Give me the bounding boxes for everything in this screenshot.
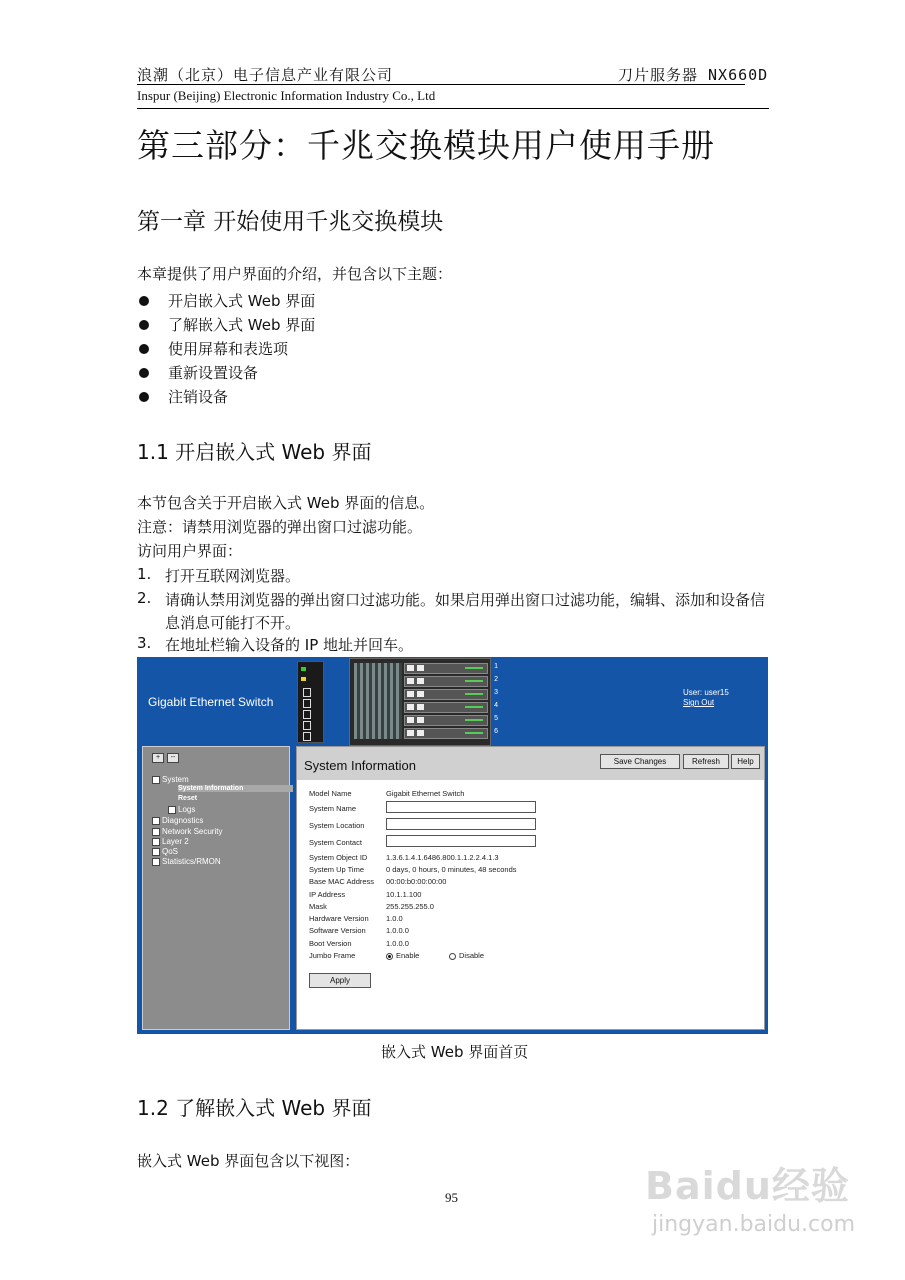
collapse-all-button[interactable]: -- xyxy=(167,753,179,763)
header-company-cn: 浪潮（北京）电子信息产业有限公司 xyxy=(137,66,394,84)
model-name-label: Model Name xyxy=(309,789,352,798)
mac-value: 00:00:b0:00:00:00 xyxy=(386,877,447,886)
paragraph: 嵌入式 Web 界面包含以下视图： xyxy=(137,1152,360,1170)
ip-value: 10.1.1.100 xyxy=(386,890,422,899)
step-text: 请确认禁用浏览器的弹出窗口过滤功能。如果启用弹出窗口过滤功能，编辑、添加和设备信息消息可能打不开。 xyxy=(165,591,766,632)
plus-icon xyxy=(152,848,160,856)
system-name-input[interactable] xyxy=(386,801,536,813)
header-company-en: Inspur (Beijing) Electronic Information Industry Co., Ltd xyxy=(137,88,436,103)
chassis-bay xyxy=(404,715,488,726)
minus-icon xyxy=(152,776,160,784)
bay-number: 2 xyxy=(494,676,498,683)
mask-label: Mask xyxy=(309,902,327,911)
plus-icon xyxy=(152,858,160,866)
system-contact-input[interactable] xyxy=(386,835,536,847)
chassis-bay xyxy=(404,728,488,739)
list-item: 注销设备 xyxy=(137,385,315,409)
step-number: 3. xyxy=(137,634,152,652)
figure-caption: 嵌入式 Web 界面首页 xyxy=(381,1043,529,1061)
bay-number: 6 xyxy=(494,728,498,735)
jumbo-enable-radio[interactable]: Enable xyxy=(386,951,419,960)
port-icon xyxy=(303,688,311,697)
bay-number: 4 xyxy=(494,702,498,709)
system-contact-label: System Contact xyxy=(309,838,362,847)
port-icon xyxy=(303,710,311,719)
chassis-image xyxy=(349,658,498,746)
bay-number: 1 xyxy=(494,663,498,670)
section-1-1-title: 1.1 开启嵌入式 Web 界面 xyxy=(137,440,372,464)
nav-item-network-security[interactable]: Network Security xyxy=(152,827,222,836)
plus-icon xyxy=(152,838,160,846)
apply-button[interactable]: Apply xyxy=(309,973,371,988)
system-location-label: System Location xyxy=(309,821,365,830)
chapter-title: 第一章 开始使用千兆交换模块 xyxy=(137,209,444,235)
list-item: 重新设置设备 xyxy=(137,361,315,385)
nav-item-logs[interactable]: Logs xyxy=(168,805,195,814)
chassis-bay xyxy=(404,689,488,700)
watermark-url: jingyan.baidu.com xyxy=(652,1212,856,1237)
uptime-label: System Up Time xyxy=(309,865,365,874)
ip-label: IP Address xyxy=(309,890,346,899)
port-icon xyxy=(303,732,311,741)
plus-icon xyxy=(168,806,176,814)
boot-version-value: 1.0.0.0 xyxy=(386,939,409,948)
boot-version-label: Boot Version xyxy=(309,939,352,948)
port-icon xyxy=(303,721,311,730)
intro-paragraph: 本章提供了用户界面的介绍，并包含以下主题： xyxy=(137,265,453,283)
system-name-label: System Name xyxy=(309,804,357,813)
nav-item-qos[interactable]: QoS xyxy=(152,847,178,856)
plus-icon xyxy=(152,817,160,825)
object-id-label: System Object ID xyxy=(309,853,368,862)
user-label: User: user15 xyxy=(683,688,729,697)
panel-title: System Information xyxy=(304,758,416,773)
header-divider-bottom xyxy=(137,108,769,109)
bay-number: 5 xyxy=(494,715,498,722)
bullet-icon xyxy=(139,320,149,330)
save-changes-button[interactable]: Save Changes xyxy=(600,754,680,769)
port-icon xyxy=(303,699,311,708)
radio-icon xyxy=(449,953,456,960)
object-id-value: 1.3.6.1.4.1.6486.800.1.1.2.2.4.1.3 xyxy=(386,853,499,862)
system-location-input[interactable] xyxy=(386,818,536,830)
nav-item-system-information[interactable]: System Information xyxy=(178,785,293,792)
software-version-label: Software Version xyxy=(309,926,366,935)
jumbo-disable-radio[interactable]: Disable xyxy=(449,951,484,960)
nav-item-diagnostics[interactable]: Diagnostics xyxy=(152,816,203,825)
status-led xyxy=(301,677,306,681)
nav-tree xyxy=(142,746,290,1030)
list-item: 了解嵌入式 Web 界面 xyxy=(137,313,315,337)
paragraph: 本节包含关于开启嵌入式 Web 界面的信息。 xyxy=(137,494,435,512)
nav-item-system[interactable]: System xyxy=(152,775,189,784)
nav-item-reset[interactable]: Reset xyxy=(178,795,198,802)
step-number: 2. xyxy=(137,589,152,607)
nav-item-layer2[interactable]: Layer 2 xyxy=(152,837,189,846)
bullet-icon xyxy=(139,368,149,378)
blade-slots xyxy=(354,663,402,739)
user-info xyxy=(683,688,729,708)
help-button[interactable]: Help xyxy=(731,754,760,769)
chassis-bay xyxy=(404,663,488,674)
uptime-value: 0 days, 0 hours, 0 minutes, 48 seconds xyxy=(386,865,517,874)
list-item: 使用屏幕和表选项 xyxy=(137,337,315,361)
bullet-icon xyxy=(139,392,149,402)
page-number: 95 xyxy=(445,1190,458,1205)
expand-all-button[interactable]: + xyxy=(152,753,164,763)
bullet-icon xyxy=(139,296,149,306)
web-interface-screenshot xyxy=(137,657,768,1034)
note-paragraph: 注意：请禁用浏览器的弹出窗口过滤功能。 xyxy=(137,518,423,536)
part-title: 第三部分：千兆交换模块用户使用手册 xyxy=(137,126,715,165)
bullet-icon xyxy=(139,344,149,354)
radio-selected-icon xyxy=(386,953,393,960)
software-version-value: 1.0.0.0 xyxy=(386,926,409,935)
bay-number: 3 xyxy=(494,689,498,696)
chassis-bay xyxy=(404,676,488,687)
mask-value: 255.255.255.0 xyxy=(386,902,434,911)
chassis-bay xyxy=(404,702,488,713)
header-divider xyxy=(137,84,745,85)
mac-label: Base MAC Address xyxy=(309,877,375,886)
step-text: 打开互联网浏览器。 xyxy=(165,567,301,585)
nav-item-statistics[interactable]: Statistics/RMON xyxy=(152,857,221,866)
paragraph: 访问用户界面： xyxy=(137,542,243,560)
topic-list xyxy=(137,289,315,409)
model-name-value: Gigabit Ethernet Switch xyxy=(386,789,465,798)
watermark-logo: Baidu经验 xyxy=(645,1164,850,1208)
header-product: 刀片服务器 NX660D xyxy=(618,66,769,84)
section-1-2-title: 1.2 了解嵌入式 Web 界面 xyxy=(137,1096,372,1120)
app-title: Gigabit Ethernet Switch xyxy=(148,695,274,709)
refresh-button[interactable]: Refresh xyxy=(683,754,729,769)
list-item: 开启嵌入式 Web 界面 xyxy=(137,289,315,313)
switch-module-image xyxy=(297,661,324,743)
system-information-panel xyxy=(296,746,765,1030)
status-led xyxy=(301,667,306,671)
hardware-version-value: 1.0.0 xyxy=(386,914,403,923)
hardware-version-label: Hardware Version xyxy=(309,914,369,923)
plus-icon xyxy=(152,828,160,836)
step-text: 在地址栏输入设备的 IP 地址并回车。 xyxy=(165,636,414,654)
step-number: 1. xyxy=(137,565,152,583)
jumbo-frame-label: Jumbo Frame xyxy=(309,951,356,960)
sign-out-link[interactable]: Sign Out xyxy=(683,698,715,707)
